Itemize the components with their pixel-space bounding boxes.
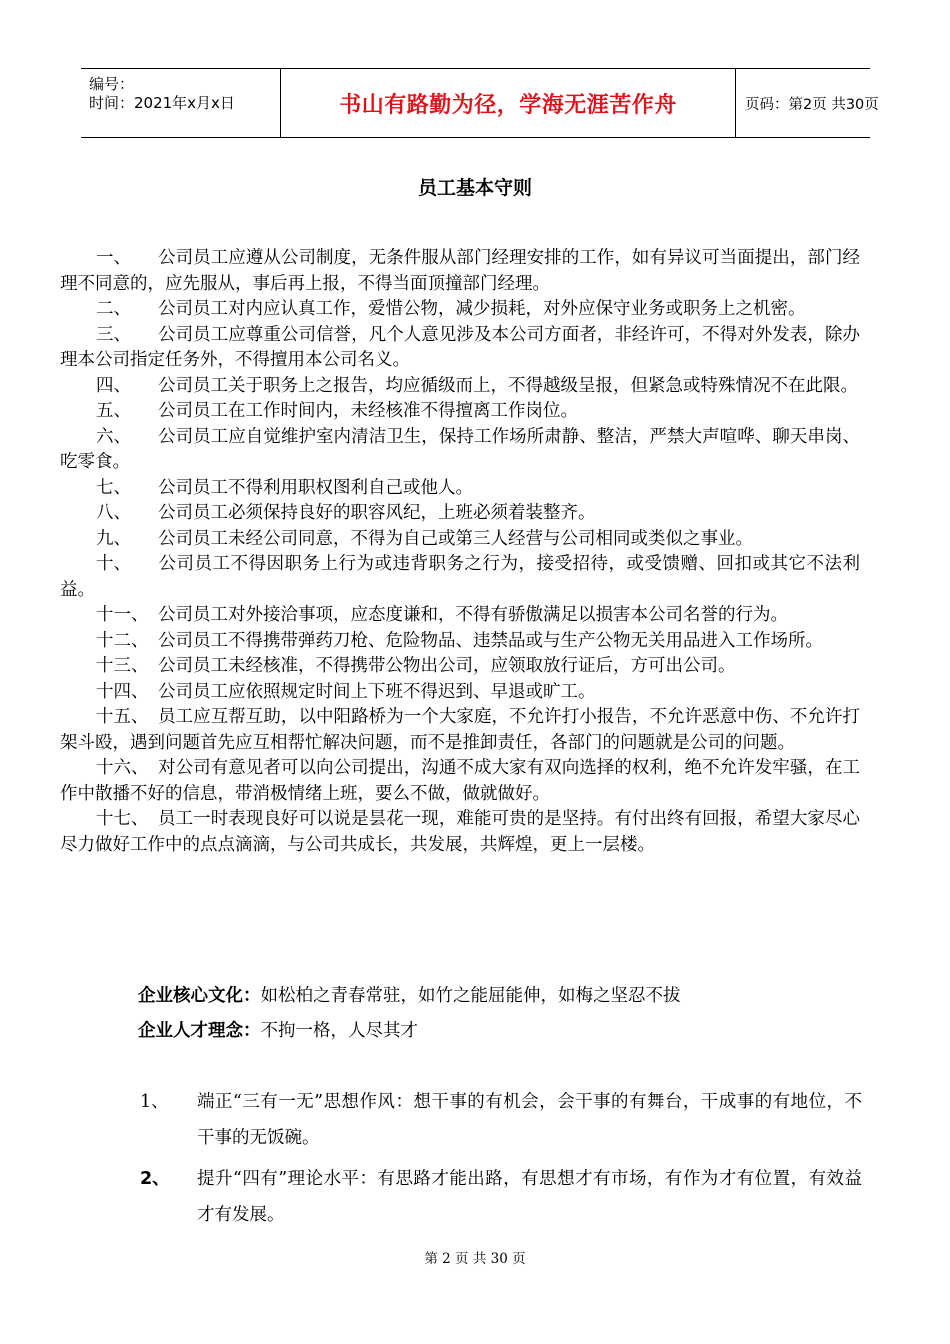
rule-text: 公司员工不得因职务上行为或违背职务之行为，接受招待，或受馈赠、回扣或其它不法利益。 (60, 554, 860, 600)
rule-text: 公司员工不得携带弹药刀枪、危险物品、违禁品或与生产公物无关用品进入工作场所。 (158, 630, 823, 651)
rule-number: 十一、 (96, 605, 149, 625)
rule-number: 十五、 (96, 707, 149, 727)
code-label: 编号： (89, 75, 135, 93)
rule-number: 八、 (96, 503, 131, 523)
talent-concept-text: 不拘一格，人尽其才 (260, 1021, 418, 1041)
rule-number: 七、 (96, 477, 131, 498)
point-number: 1、 (140, 1092, 169, 1112)
rule-item (60, 501, 860, 527)
rule-text: 公司员工对内应认真工作，爱惜公物，减少损耗，对外应保守业务或职务上之机密。 (158, 299, 806, 319)
page-footer: 第 2 页 共 30 页 (424, 1251, 526, 1267)
rules-list (60, 246, 860, 858)
header-motto: 书山有路勤为径，学海无涯苦作舟 (280, 69, 736, 137)
rule-text: 公司员工应尊重公司信誉，凡个人意见涉及本公司方面者，非经许可，不得对外发表，除办理本公司指定任务外，不得擅用本公司名义。 (60, 324, 860, 370)
rule-item (60, 807, 860, 858)
rule-item (60, 425, 860, 476)
rule-text: 公司员工在工作时间内，未经核准不得擅离工作岗位。 (158, 401, 578, 421)
rule-item (60, 629, 860, 655)
point-number: 2、 (140, 1169, 170, 1189)
rule-number: 九、 (96, 528, 131, 549)
rule-item (60, 297, 860, 323)
rule-text: 公司员工不得利用职权图利自己或他人。 (158, 477, 473, 498)
rule-number: 二、 (96, 299, 131, 319)
point-text: 提升“四有”理论水平：有思路才能出路，有思想才有市场，有作为才有位置，有效益才有发展。 (197, 1169, 862, 1225)
rule-text: 公司员工必须保持良好的职容风纪，上班必须着装整齐。 (158, 503, 596, 523)
core-culture-line (138, 982, 681, 1007)
rule-number: 十四、 (96, 681, 149, 702)
rule-item (60, 680, 860, 706)
rule-text: 公司员工对外接洽事项，应态度谦和，不得有骄傲满足以损害本公司名誉的行为。 (158, 605, 788, 625)
header-meta (81, 69, 280, 137)
rule-number: 四、 (96, 375, 131, 396)
page-title: 员工基本守则 (417, 177, 532, 199)
core-culture-text: 如松柏之青春常驻，如竹之能屈能伸，如梅之坚忍不拔 (260, 986, 681, 1006)
rule-text: 对公司有意见者可以向公司提出，沟通不成大家有双向选择的权利，绝不允许发牢骚，在工作中散播不好的信息，带消极情绪上班，要么不做，做就做好。 (60, 758, 860, 804)
rule-number: 十、 (96, 554, 131, 574)
header-page-info: 页码：第2页 共30页 (745, 96, 879, 113)
rule-number: 十二、 (96, 630, 149, 651)
core-culture-label: 企业核心文化： (138, 986, 261, 1006)
rule-text: 公司员工应自觉维护室内清洁卫生，保持工作场所肃静、整洁，严禁大声喧哗、聊天串岗、吃零食。 (60, 426, 860, 472)
rule-text: 公司员工关于职务上之报告，均应循级而上，不得越级呈报，但紧急或特殊情况不在此限。 (158, 375, 858, 396)
rule-item (60, 552, 860, 603)
rule-item (60, 399, 860, 425)
rule-text: 公司员工应遵从公司制度，无条件服从部门经理安排的工作，如有异议可当面提出，部门经理不同意的，应先服从，事后再上报，不得当面顶撞部门经理。 (60, 248, 860, 294)
rule-item (60, 756, 860, 807)
date-label: 时间：2021年x月x日 (89, 94, 235, 112)
rule-number: 十七、 (96, 809, 149, 829)
rule-item (60, 374, 860, 400)
talent-concept-label: 企业人才理念： (138, 1021, 261, 1041)
rule-number: 六、 (96, 426, 131, 447)
rule-item (60, 654, 860, 680)
rule-item (60, 603, 860, 629)
rule-item (60, 527, 860, 553)
rule-text: 公司员工应依照规定时间上下班不得迟到、早退或旷工。 (158, 681, 596, 702)
rule-number: 一、 (96, 248, 131, 268)
point-item (140, 1084, 862, 1156)
rule-number: 三、 (96, 324, 131, 345)
rule-text: 公司员工未经核准，不得携带公物出公司，应领取放行证后，方可出公司。 (158, 656, 736, 676)
rule-text: 员工一时表现良好可以说是昙花一现，难能可贵的是坚持。有付出终有回报，希望大家尽心尽力做好工作中的点点滴滴，与公司共成长，共发展，共辉煌，更上一层楼。 (60, 809, 860, 855)
rule-item (60, 246, 860, 297)
point-item (140, 1161, 862, 1233)
talent-concept-line (138, 1017, 418, 1042)
rule-text: 公司员工未经公司同意，不得为自己或第三人经营与公司相同或类似之事业。 (158, 528, 753, 549)
rule-number: 十六、 (96, 758, 149, 778)
rule-text: 员工应互帮互助，以中阳路桥为一个大家庭，不允许打小报告，不允许恶意中伤、不允许打架斗殴，遇到问题首先应互相帮忙解决问题，而不是推卸责任，各部门的问题就是公司的问题。 (60, 707, 860, 753)
rule-number: 五、 (96, 401, 131, 421)
rule-item (60, 476, 860, 502)
rule-number: 十三、 (96, 656, 149, 676)
header-table (81, 68, 879, 138)
point-text: 端正“三有一无”思想作风：想干事的有机会，会干事的有舞台，干成事的有地位，不干事的无饭碗。 (197, 1092, 862, 1148)
rule-item (60, 323, 860, 374)
rule-item (60, 705, 860, 756)
